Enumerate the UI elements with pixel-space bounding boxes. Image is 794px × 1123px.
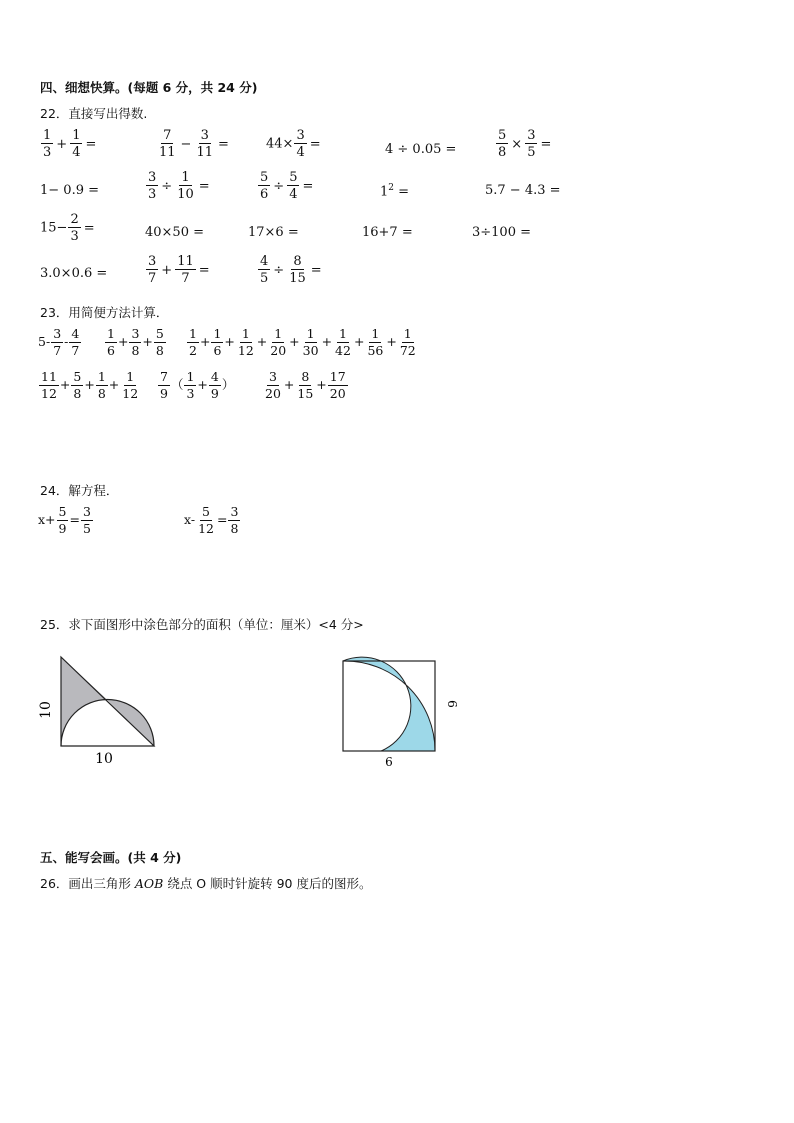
fraction: $\frac{1}{2}$ [189,326,197,358]
q22-item-11: 15− $\frac{2}{3}$ = [40,212,95,244]
q22-item-17: $\frac{3}{7}$ + $\frac{11}{7}$ = [148,254,210,286]
q23-expr-5: $\frac{7}{9}$ （ $\frac{1}{3}$ + $\frac{4}{9}$ ） [160,369,235,401]
q22-item-5: $\frac{5}{8}$ × $\frac{3}{5}$ = [498,128,552,160]
q22-item-12: 40×50 = [145,225,205,240]
fraction: $\frac{1}{42}$ [335,326,351,358]
question-25-title: 25．求下面图形中涂色部分的面积（单位：厘米）<4 分> [40,617,364,632]
q23-expr-6: $\frac{3}{20}$ + $\frac{8}{15}$ + $\frac{17}{20}$ [265,369,346,401]
question-23-title: 23．用简便方法计算． [40,305,169,320]
figure-triangle-semicircle [30,650,170,770]
q22-item-18: $\frac{4}{5}$ ÷ $\frac{8}{15}$ = [260,254,322,286]
fraction: $\frac{1}{72}$ [399,326,416,358]
section-five-title: 五、能写会画。(共 4 分) [40,850,182,865]
section-four-title: 四、细想快算。(每题 6 分，共 24 分) [40,80,258,95]
q23-expr-4: $\frac{11}{12}$ + $\frac{5}{8}$ + $\frac{1}{8}$ + $\frac{1}{12}$ [41,369,139,401]
figure-square-crescent [335,652,460,772]
q22-item-7: $\frac{3}{3}$ ÷ $\frac{1}{10}$ = [148,170,210,202]
question-22-title: 22．直接写出得数. [40,106,148,121]
fraction: $\frac{1}{12}$ [237,326,254,358]
q24-equation-1: x+ $\frac{5}{9}$ = $\frac{3}{5}$ [38,504,91,536]
q23-expr-1: 5- $\frac{3}{7}$ - $\frac{4}{7}$ [38,326,80,358]
q22-item-13: 17×6 = [248,225,299,240]
q22-item-4: 4 ÷ 0.05 = [385,142,457,157]
q23-expr-2: $\frac{1}{6}$ + $\frac{3}{8}$ + $\frac{5}{8}$ [107,326,164,358]
question-26-text: 26．画出三角形 AOB 绕点 O 顺时针旋转 90 度后的图形。 [40,876,372,891]
fraction: $\frac{1}{30}$ [302,326,319,358]
q22-item-8: $\frac{5}{6}$ ÷ $\frac{5}{4}$ = [260,170,314,202]
fraction: $\frac{1}{56}$ [367,326,384,358]
q23-expr-3: $\frac{1}{2}$ + $\frac{1}{6}$ + $\frac{1}{12}$ + $\frac{1}{20}$ + $\frac{1}{30}$ + $\frac{1}{42}$ + $\frac{1}{56}$ + $\frac{1}{72}$ [189,326,416,358]
q22-item-6: 1− 0.9 = [40,183,99,198]
q24-equation-2: x- $\frac{5}{12}$ = $\frac{3}{8}$ [184,504,239,536]
q22-item-14: 16+7 = [362,225,413,240]
fig1-bottom-label: 10 [95,751,113,767]
fig2-bottom-label: 6 [385,755,393,769]
fraction: $\frac{1}{6}$ [213,326,222,358]
question-24-title: 24．解方程． [40,483,119,498]
fig2-right-label: 6 [445,700,459,708]
fig1-left-label: 10 [38,701,54,719]
q22-item-15: 3÷100 = [472,225,532,240]
q22-item-2: $\frac{7}{11}$ − $\frac{3}{11}$ = [159,128,229,160]
q22-item-9: $1^2$ = [380,183,410,200]
q22-item-3: 44× $\frac{3}{4}$ = [266,128,321,160]
q22-item-10: 5.7 − 4.3 = [485,183,561,198]
q22-item-16: 3.0×0.6 = [40,266,108,281]
q22-item-1: $\frac{1}{3}$ + $\frac{1}{4}$ = [43,128,97,160]
fraction: $\frac{1}{20}$ [270,326,287,358]
